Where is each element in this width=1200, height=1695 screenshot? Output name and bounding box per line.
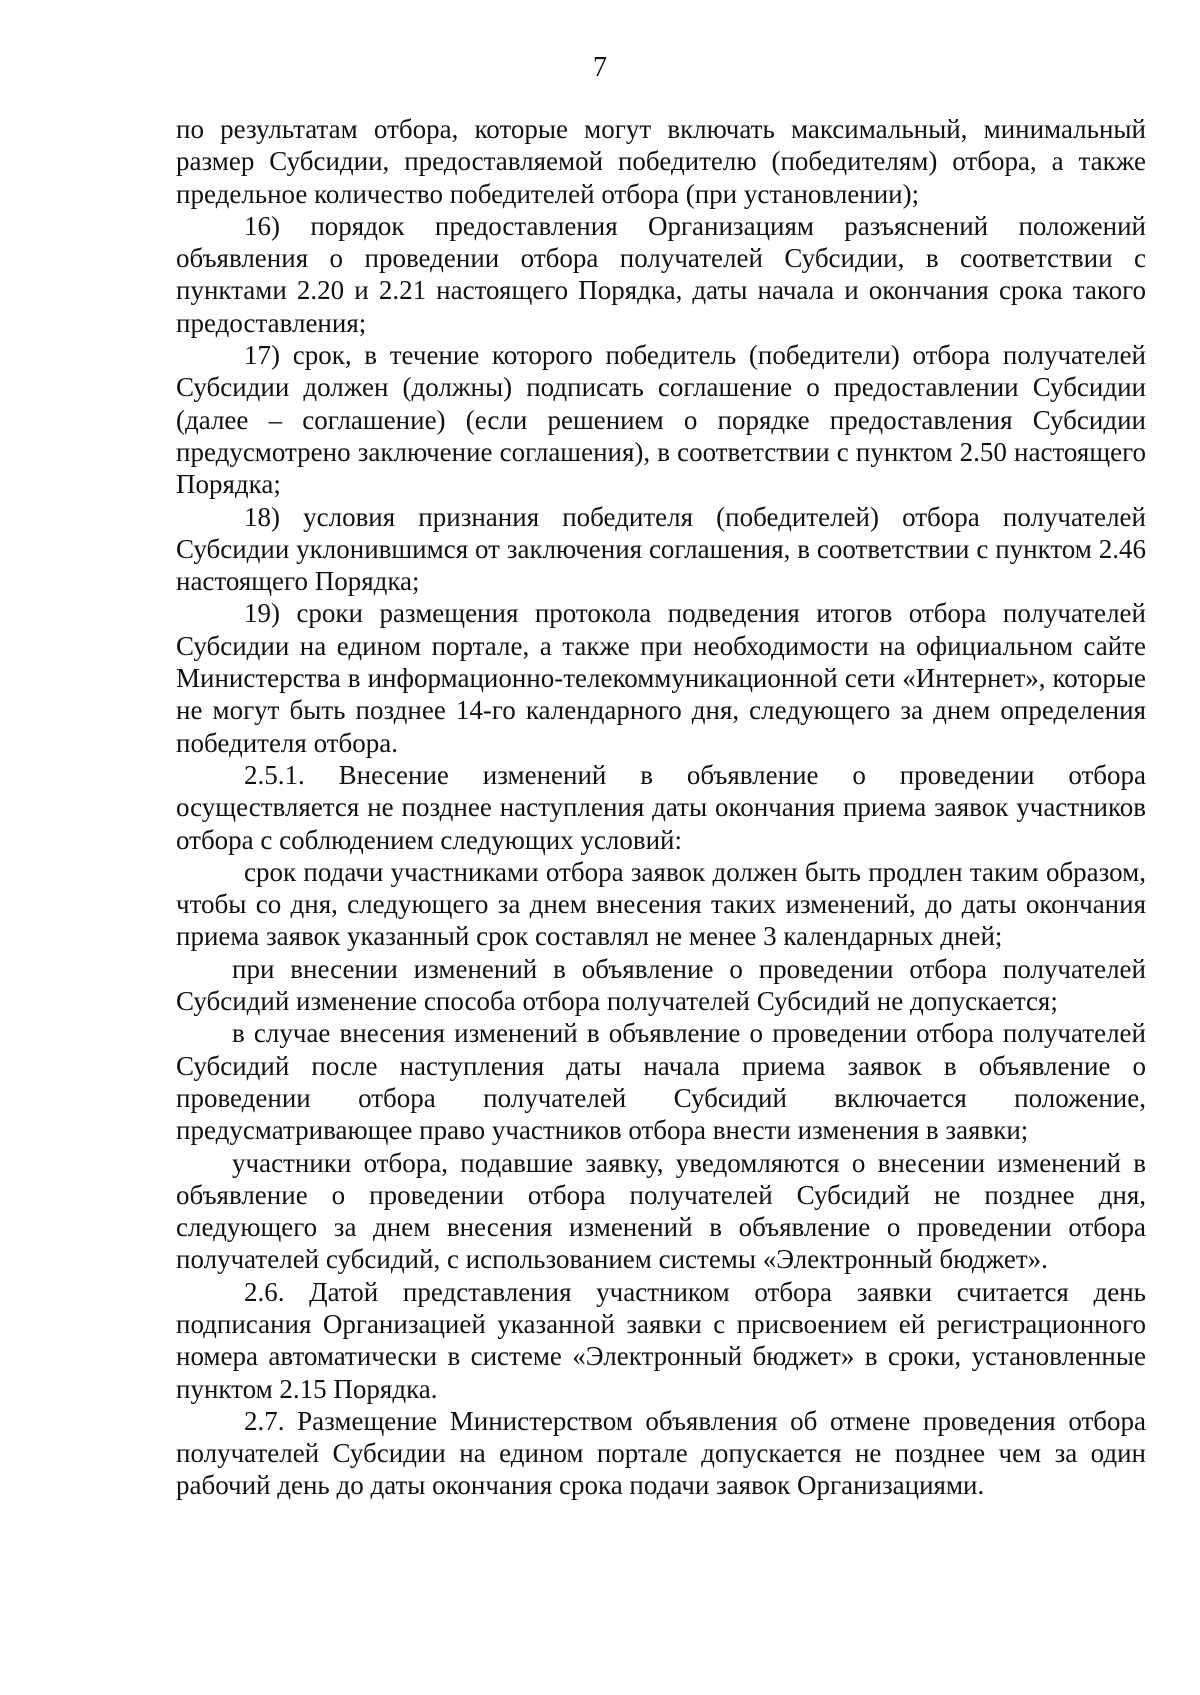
- document-body: [176, 113, 1146, 1502]
- paragraph-continuation: по результатам отбора, которые могут включать максимальный, минимальный размер Субсидии, предоставляемой победителю (победителям) отбора, а также предельное количество победителей отбора (при установлении);: [176, 114, 1146, 209]
- paragraph-2-7: 2.7. Размещение Министерством объявления об отмене проведения отбора получателей Субсидии на едином портале допускается не позднее чем за один рабочий день до даты окончания срока подачи заявок Организациями.: [176, 1405, 1146, 1501]
- paragraph-2-5-1: 2.5.1. Внесение изменений в объявление о проведении отбора осуществляется не позднее наступления даты окончания приема заявок участников отбора с соблюдением следующих условий:: [176, 759, 1146, 855]
- paragraph-condition-changes: в случае внесения изменений в объявление о проведении отбора получателей Субсидий после наступления даты начала приема заявок в объявление о проведении отбора получателей Субсидий включается положение, предусматривающее право участников отбора внести изменения в заявки;: [176, 1018, 1146, 1146]
- paragraph-condition-deadline: срок подачи участниками отбора заявок должен быть продлен таким образом, чтобы со дня, следующего за днем внесения таких изменений, до даты окончания приема заявок указанный срок составлял не менее 3 календарных дней;: [176, 856, 1146, 952]
- paragraph-item-19: 19) сроки размещения протокола подведения итогов отбора получателей Субсидии на едином портале, а также при необходимости на официальном сайте Министерства в информационно-телекоммуникационной сети «Интернет», которые не могут быть позднее 14-го календарного дня, следующего за днем определения победителя отбора.: [176, 598, 1146, 758]
- paragraph-condition-notification: участники отбора, подавшие заявку, уведомляются о внесении изменений в объявление о проведении отбора получателей Субсидий не позднее дня, следующего за днем внесения изменений в объявление о проведении отбора получателей субсидий, с использованием системы «Электронный бюджет».: [176, 1147, 1146, 1275]
- page-number: 7: [593, 52, 607, 83]
- paragraph-2-6: 2.6. Датой представления участником отбора заявки считается день подписания Организацией указанной заявки с присвоением ей регистрационного номера автоматически в системе «Электронный бюджет» в сроки, установленные пунктом 2.15 Порядка.: [176, 1276, 1146, 1404]
- paragraph-item-18: 18) условия признания победителя (победителей) отбора получателей Субсидии уклонившимся от заключения соглашения, в соответствии с пунктом 2.46 настоящего Порядка;: [176, 501, 1146, 597]
- paragraph-item-17: 17) срок, в течение которого победитель (победители) отбора получателей Субсидии должен (должны) подписать соглашение о предоставлении Субсидии (далее – соглашение) (если решением о порядке предоставления Субсидии предусмотрено заключение соглашения), в соответствии с пунктом 2.50 настоящего Порядка;: [176, 340, 1146, 500]
- paragraph-condition-method: при внесении изменений в объявление о проведении отбора получателей Субсидий изменение способа отбора получателей Субсидий не допускается;: [176, 953, 1146, 1017]
- paragraph-item-16: 16) порядок предоставления Организациям разъяснений положений объявления о проведении отбора получателей Субсидии, в соответствии с пунктами 2.20 и 2.21 настоящего Порядка, даты начала и окончания срока такого предоставления;: [176, 210, 1146, 338]
